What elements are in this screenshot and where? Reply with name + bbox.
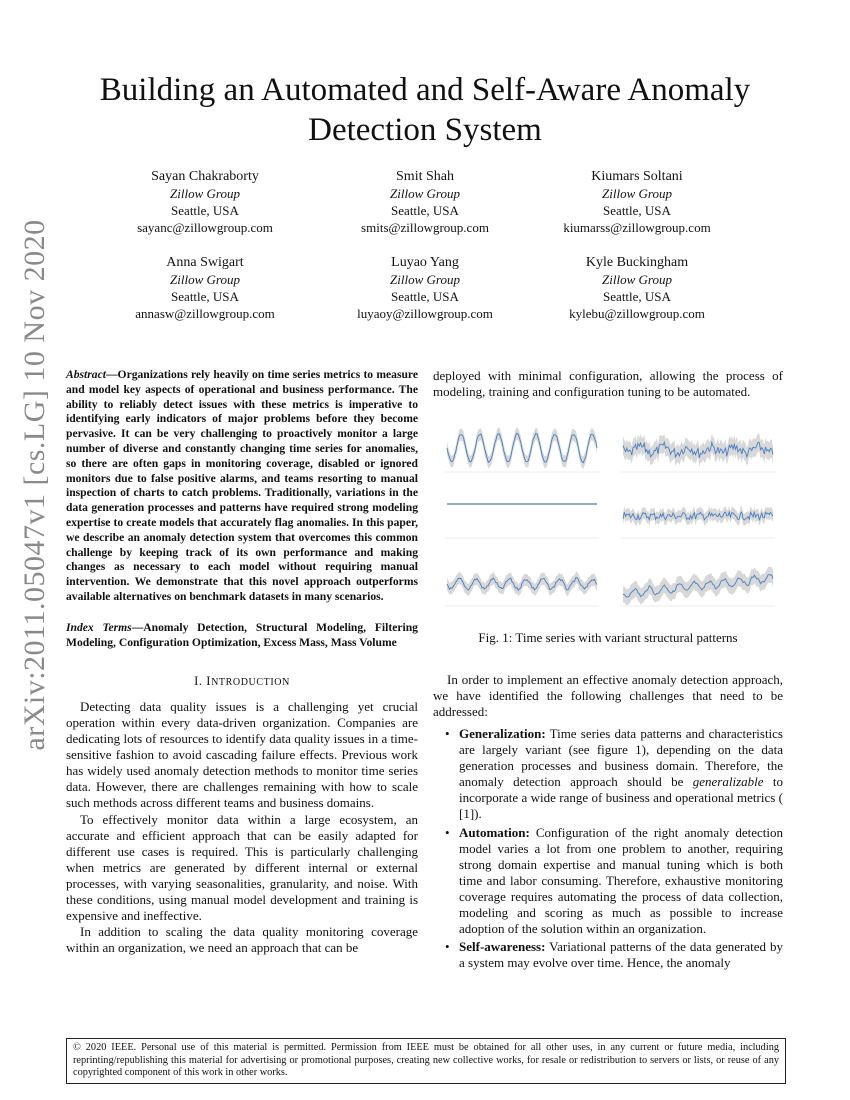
author-email: annasw@zillowgroup.com [135, 306, 275, 321]
ts-panel-upward-trend [617, 554, 777, 610]
author-name: Sayan Chakraborty [151, 169, 259, 184]
author-location: Seattle, USA [171, 289, 239, 304]
author-location: Seattle, USA [603, 289, 671, 304]
author-entry [100, 168, 310, 236]
arxiv-identifier [10, 219, 60, 751]
author-name: Luyao Yang [391, 255, 459, 270]
author-location: Seattle, USA [391, 203, 459, 218]
author-affiliation: Zillow Group [170, 272, 240, 287]
confidence-band [623, 506, 773, 526]
author-location: Seattle, USA [603, 203, 671, 218]
bullet-term: Self-awareness: [459, 939, 546, 955]
ts-panel-strong-seasonal [441, 420, 601, 476]
author-affiliation: Zillow Group [602, 272, 672, 287]
author-entry [320, 168, 530, 236]
copyright-notice: © 2020 IEEE. Personal use of this material is permitted. Permission from IEEE must be obtained for all other uses, in any current or future media, including reprinting/republishing this material for advertising or promotional purposes, creating new collective works, for resale or redistribution to servers or lists, or reuse of any copyrighted component of this work in other works. [66, 1038, 786, 1084]
abstract-text: —Organizations rely heavily on time series metrics to measure and model key aspects of operational and business performance. The ability to reliably detect issues with these metrics is imperative to identifying early indicators of major problems before they become pervasive. It can be very challenging to proactively monitor a large number of diverse and constantly changing time series for anomalies, so there are often gaps in monitoring coverage, disabled or ignored monitors due to false positive alarms, and teams resorting to manual inspection of charts to catch problems. Traditionally, variations in the data generation processes and patterns have required strong modeling expertise to create models that accurately flag anomalies. In this paper, we describe an anomaly detection system that overcomes this common challenge by keeping track of its own performance and making changes as necessary to each model without requiring manual intervention. We demonstrate that this novel approach outperforms available alternatives on benchmark datasets in many scenarios. [66, 368, 418, 603]
author-affiliation: Zillow Group [390, 186, 460, 201]
author-entry [532, 254, 742, 322]
left-column [66, 368, 418, 956]
figure-caption: Fig. 1: Time series with variant structural patterns [478, 630, 738, 646]
author-name: Smit Shah [396, 169, 454, 184]
challenge-list [433, 726, 783, 971]
author-email: smits@zillowgroup.com [361, 220, 489, 235]
bullet-term: Automation: [459, 824, 530, 840]
author-entry [100, 254, 310, 322]
list-item [433, 939, 783, 971]
index-terms-text: —Anomaly Detection, Structural Modeling, Filtering Modeling, Configuration Optimization, Excess Mass, Mass Volume [66, 620, 418, 649]
author-email: kiumarss@zillowgroup.com [563, 220, 711, 235]
intro-paragraph: Detecting data quality issues is a challenging yet crucial operation within every data-driven organization. Companies are dedicating lots of resources to identify data quality issues in a time-sensitive fashion to avoid cascading failure effects. Previous work has widely used anomaly detection methods to monitor time series data. However, there are challenges remaining with how to scale such methods across different teams and business domains. [66, 698, 418, 811]
author-name: Anna Swigart [166, 255, 244, 270]
ts-panel-high-frequency-noise [617, 486, 777, 542]
author-email: sayanc@zillowgroup.com [137, 220, 273, 235]
section-heading-rest: NTRODUCTION [211, 677, 290, 689]
index-terms-lead: Index Terms [66, 620, 132, 634]
paper-title: Building an Automated and Self-Aware Anomaly Detection System [99, 72, 751, 148]
bullet-text: Configuration of the right anomaly detection model varies a lot from one problem to another, requiring strong domain expertise and manual tuning which is both time and labor consuming. Therefore, exhaustive monitoring coverage requires automating the process of data collection, modeling and scoring as much as possible to increase adoption of the solution within an organization. [459, 824, 783, 937]
list-item [433, 825, 783, 938]
challenges-intro: In order to implement an effective anomaly detection approach, we have identified the following challenges that need to be addressed: [433, 671, 783, 719]
confidence-band [623, 567, 773, 606]
list-item [433, 726, 783, 823]
bullet-text: Time series data patterns and characteristics are largely variant (see figure 1), depending on the data generation processes and business domain. Therefore, the anomaly detection approach should be [459, 725, 783, 790]
abstract [66, 368, 418, 605]
section-heading-prefix: I. I [194, 674, 212, 689]
bullet-icon: • [445, 824, 450, 840]
figure-time-series [433, 416, 783, 616]
continued-paragraph: deployed with minimal configuration, allowing the process of modeling, training and configuration tuning to be automated. [433, 368, 783, 400]
ts-panel-weak-seasonal [441, 554, 601, 610]
author-location: Seattle, USA [171, 203, 239, 218]
bullet-emphasis: generalizable [692, 774, 764, 790]
author-affiliation: Zillow Group [170, 186, 240, 201]
author-affiliation: Zillow Group [602, 186, 672, 201]
arxiv-id-text: arXiv:2011.05047v1 [cs.LG] 10 Nov 2020 [18, 219, 51, 751]
right-column [433, 368, 783, 973]
author-name: Kyle Buckingham [585, 255, 689, 270]
author-email: kylebu@zillowgroup.com [569, 306, 705, 321]
bullet-icon: • [445, 725, 450, 741]
author-email: luyaoy@zillowgroup.com [357, 306, 493, 321]
bullet-text-after: to incorporate a wide range of business and operational metrics ( [1]). [459, 774, 783, 822]
bullet-icon: • [445, 939, 450, 955]
author-name: Kiumars Soltani [591, 169, 683, 184]
ts-panel-constant [441, 486, 601, 542]
author-affiliation: Zillow Group [390, 272, 460, 287]
section-heading [66, 674, 418, 691]
index-terms [66, 621, 418, 651]
bullet-text: Variational patterns of the data generated by a system may evolve over time. Hence, the anomaly [459, 939, 783, 971]
intro-paragraph: In addition to scaling the data quality monitoring coverage within an organization, we need an approach that can be [66, 924, 418, 956]
author-entry [532, 168, 742, 236]
author-entry [320, 254, 530, 322]
intro-paragraph: To effectively monitor data within a large ecosystem, an accurate and efficient approach that can be easily adapted for different use cases is required. This is particularly challenging when metrics are generated by different internal or external processes, with varying seasonalities, granularity, and noise. With these conditions, using manual model development and training is expensive and ineffective. [66, 811, 418, 924]
ts-panel-noisy-flat [617, 420, 777, 476]
abstract-lead: Abstract [66, 368, 106, 381]
bullet-term: Generalization: [459, 725, 546, 741]
author-location: Seattle, USA [391, 289, 459, 304]
